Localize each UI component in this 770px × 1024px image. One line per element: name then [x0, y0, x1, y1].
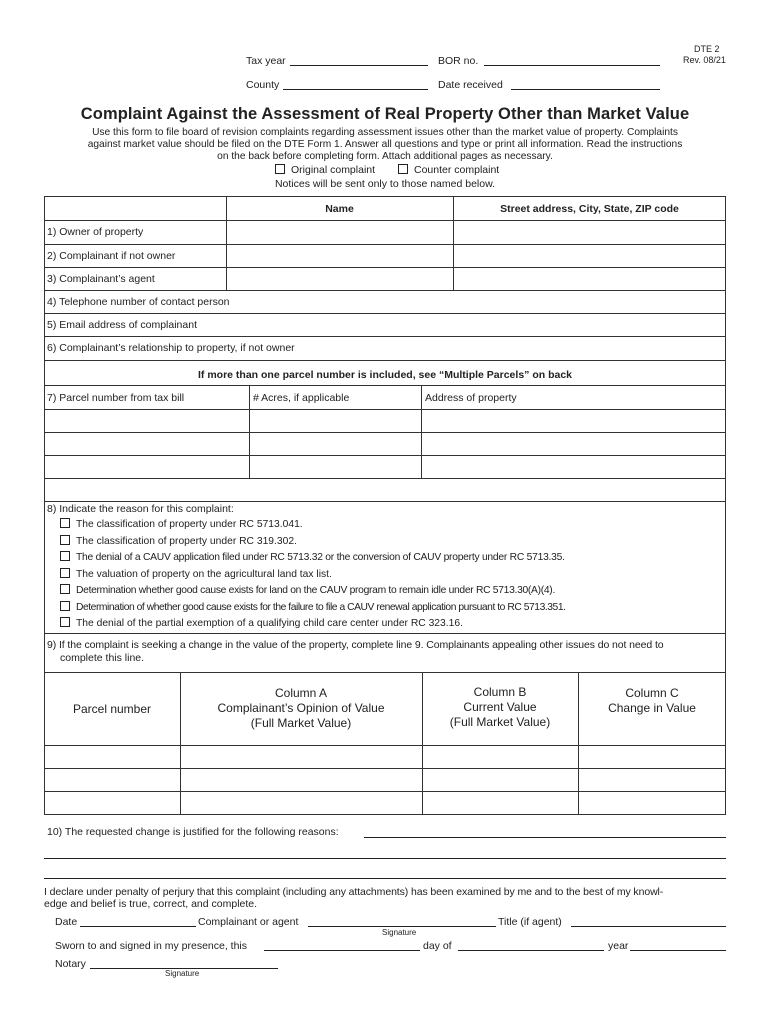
county-field[interactable]: [283, 89, 428, 90]
property-address-header: Address of property: [425, 392, 517, 404]
notary-signature-caption: Signature: [165, 969, 200, 978]
date-received-label: Date received: [438, 79, 503, 91]
agent-row-label: 3) Complainant’s agent: [47, 273, 155, 285]
complainant-signature-field[interactable]: [308, 926, 496, 927]
reason-label: The classification of property under RC 5713.041.: [76, 519, 303, 530]
column-c-header: [578, 686, 726, 716]
county-label: County: [246, 79, 280, 91]
reason-option[interactable]: [60, 551, 565, 563]
reason-checkbox[interactable]: [60, 584, 70, 594]
reasons-line[interactable]: [44, 858, 726, 859]
column-a-header: [180, 686, 422, 731]
divider: [44, 409, 726, 410]
original-complaint-checkbox[interactable]: [275, 164, 285, 174]
column-a-subtitle: Complainant’s Opinion of Value: [217, 701, 385, 715]
month-field[interactable]: [458, 950, 604, 951]
divider: [44, 745, 726, 746]
complainant-agent-label: Complainant or agent: [198, 916, 299, 928]
multiple-parcels-note: If more than one parcel number is included, see “Multiple Parcels” on back: [197, 369, 573, 381]
instruction-line: against market value should be filed on the DTE Form 1. Answer all questions and type or print all information. Read the instructions: [87, 139, 683, 150]
reason-label: Determination whether good cause exists for land on the CAUV program to remain idle under RC 5713.30(A)(4).: [76, 585, 555, 596]
section9-line1: 9) If the complaint is seeking a change in the value of the property, complete line 9. Complainants appealing other issues do not need to: [47, 639, 664, 651]
acres-header: # Acres, if applicable: [253, 392, 350, 404]
divider: [44, 432, 726, 433]
notary-label: Notary: [55, 958, 86, 970]
parcel-number-header: 7) Parcel number from tax bill: [47, 392, 185, 404]
tax-year-label: Tax year: [246, 55, 286, 67]
reason-label: Determination of whether good cause exists for the failure to file a CAUV renewal application pursuant to RC 5713.351.: [76, 602, 566, 613]
year-field[interactable]: [630, 950, 726, 951]
reason-checkbox[interactable]: [60, 617, 70, 627]
column-b-title: Column B: [473, 685, 527, 699]
column-a-title: Column A: [274, 686, 328, 700]
reason-checkbox[interactable]: [60, 568, 70, 578]
reason-checkbox[interactable]: [60, 551, 70, 561]
reason-option[interactable]: [60, 601, 566, 613]
date-received-field[interactable]: [511, 89, 660, 90]
divider: [44, 791, 726, 792]
sworn-day-field[interactable]: [264, 950, 420, 951]
column-a-note: (Full Market Value): [250, 716, 352, 730]
reason-label: The denial of the partial exemption of a qualifying child care center under RC 323.16.: [76, 618, 463, 629]
original-complaint-option[interactable]: [275, 164, 375, 176]
title-if-agent-label: Title (if agent): [498, 916, 562, 928]
page-title: Complaint Against the Assessment of Real Property Other than Market Value: [80, 105, 690, 123]
revision-date: Rev. 08/21: [683, 55, 726, 65]
email-label: 5) Email address of complainant: [47, 319, 197, 331]
title-field[interactable]: [571, 926, 726, 927]
telephone-label: 4) Telephone number of contact person: [47, 296, 230, 308]
original-complaint-label: Original complaint: [291, 164, 376, 176]
section9-line2: complete this line.: [60, 652, 145, 664]
column-b-header: [422, 685, 578, 730]
divider: [44, 455, 726, 456]
section10-label: 10) The requested change is justified for the following reasons:: [47, 826, 339, 838]
divider: [44, 478, 726, 479]
instruction-line: Use this form to file board of revision complaints regarding assessment issues other than the market value of property. Complaints: [92, 127, 678, 138]
reason-label: The classification of property under RC 319.302.: [76, 536, 297, 547]
date-label: Date: [55, 916, 78, 928]
declaration-line2: edge and belief is true, correct, and complete.: [44, 898, 258, 910]
year-label: year: [608, 940, 629, 952]
column-b-note: (Full Market Value): [449, 715, 551, 729]
column-c-title: Column C: [625, 686, 679, 700]
owner-row-label: 1) Owner of property: [47, 226, 144, 238]
counter-complaint-label: Counter complaint: [414, 164, 500, 176]
date-field[interactable]: [80, 926, 196, 927]
complainant-row-label: 2) Complainant if not owner: [47, 250, 176, 262]
column-c-subtitle: Change in Value: [608, 701, 696, 715]
address-column-header: Street address, City, State, ZIP code: [500, 203, 679, 215]
divider: [44, 768, 726, 769]
form-id: DTE 2: [694, 44, 720, 54]
instruction-line: on the back before completing form. Attach additional pages as necessary.: [217, 151, 553, 162]
reason-option[interactable]: [60, 568, 332, 580]
declaration-line1: I declare under penalty of perjury that this complaint (including any attachments) has been examined by me and to the best of my knowl-: [44, 886, 664, 898]
column-b-subtitle: Current Value: [463, 700, 537, 714]
reason-option[interactable]: [60, 617, 463, 629]
reason-option[interactable]: [60, 584, 555, 596]
instructions: [20, 127, 750, 163]
reasons-line[interactable]: [364, 837, 726, 838]
table-row[interactable]: [44, 220, 726, 244]
reason-heading: 8) Indicate the reason for this complaint:: [47, 503, 234, 515]
reason-checkbox[interactable]: [60, 601, 70, 611]
parcel-number-column: Parcel number: [72, 702, 152, 716]
counter-complaint-checkbox[interactable]: [398, 164, 408, 174]
reason-option[interactable]: [60, 535, 297, 547]
reason-checkbox[interactable]: [60, 535, 70, 545]
notices-text: Notices will be sent only to those named below.: [274, 178, 496, 190]
relationship-label: 6) Complainant’s relationship to property, if not owner: [47, 342, 295, 354]
bor-no-label: BOR no.: [438, 55, 479, 67]
signature-caption: Signature: [382, 928, 417, 937]
day-of-label: day of: [423, 940, 452, 952]
reason-checkbox[interactable]: [60, 518, 70, 528]
name-column-header: Name: [325, 203, 354, 215]
reasons-line[interactable]: [44, 878, 726, 879]
tax-year-field[interactable]: [290, 65, 428, 66]
sworn-label: Sworn to and signed in my presence, this: [55, 940, 248, 952]
reason-option[interactable]: [60, 518, 303, 530]
bor-no-field[interactable]: [484, 65, 660, 66]
counter-complaint-option[interactable]: [398, 164, 499, 176]
reason-label: The valuation of property on the agricultural land tax list.: [76, 569, 332, 580]
reason-label: The denial of a CAUV application filed under RC 5713.32 or the conversion of CAUV property under RC 5713.35.: [76, 552, 565, 563]
